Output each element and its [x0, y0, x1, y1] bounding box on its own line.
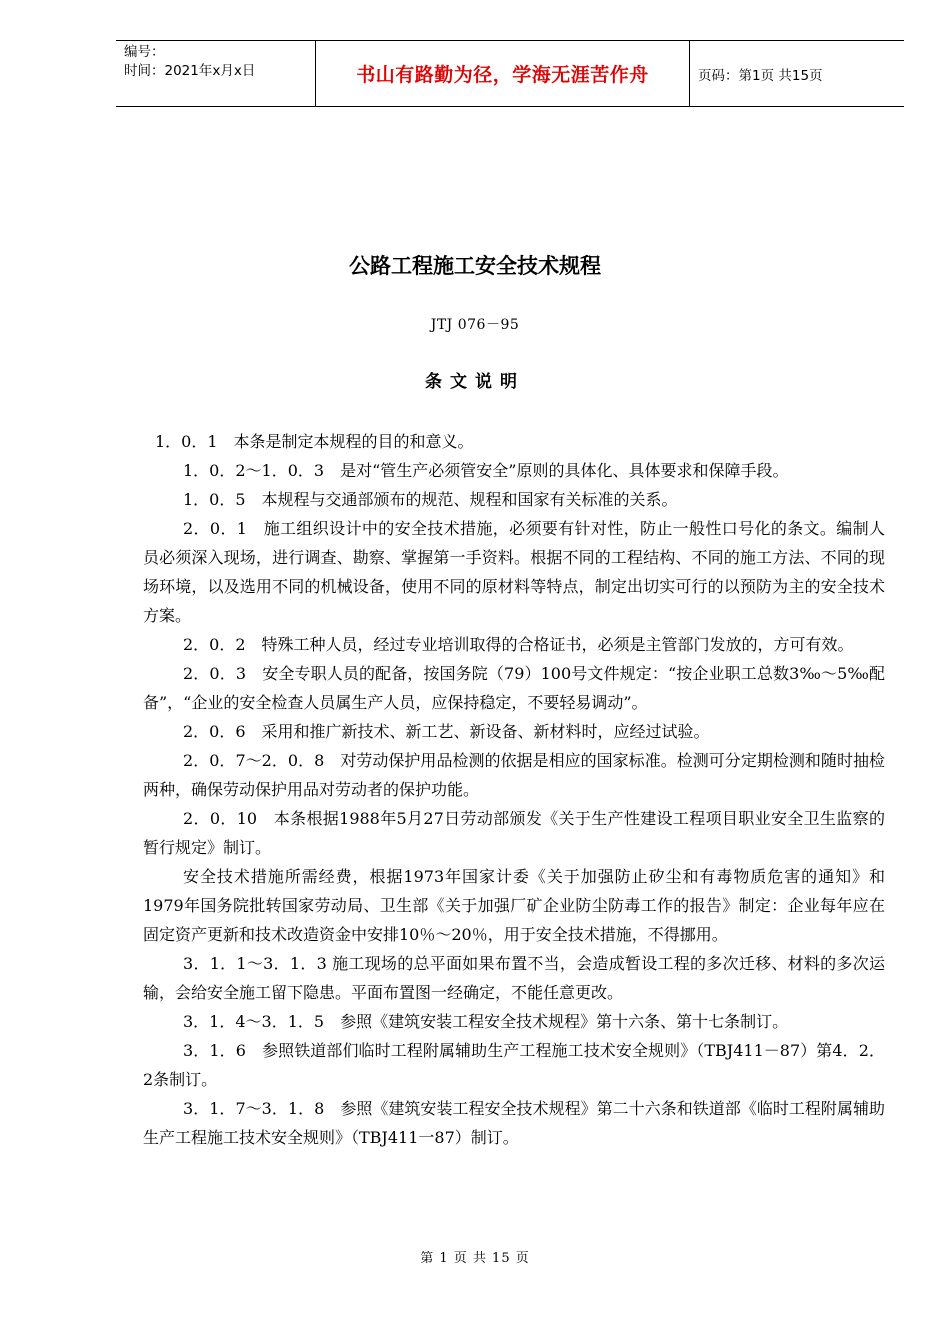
clause-paragraph: 3．1．6 参照铁道部们临时工程附属辅助生产工程施工技术安全规则》（TBJ411－87）第4．2．2条制订。 — [143, 1041, 885, 1089]
clause-paragraph: 1．0．2～1．0．3 是对“管生产必须管安全”原则的具体化、具体要求和保障手段。 — [183, 461, 789, 480]
header-motto: 书山有路勤为径，学海无涯苦作舟 — [356, 64, 649, 86]
clause-paragraph: 2．0．10 本条根据1988年5月27日劳动部颁发《关于生产性建设工程项目职业安全卫生监察的暂行规定》制订。 — [143, 809, 885, 857]
page-header — [116, 40, 904, 107]
header-motto-cell — [316, 41, 690, 106]
clause-paragraph: 2．0．1 施工组织设计中的安全技术措施，必须要有针对性，防止一般性口号化的条文。编制人员必须深入现场，进行调查、勘察、掌握第一手资料。根据不同的工程结构、不同的施工方法、不同的现场环境，以及选用不同的机械设备，使用不同的原材料等特点，制定出切实可行的以预防为主的安全技术方案。 — [143, 519, 885, 625]
clause-paragraph: 2．0．3 安全专职人员的配备，按国务院（79）100号文件规定：“按企业职工总数3‰～5‰配备”，“企业的安全检查人员属生产人员，应保持稳定，不要轻易调动”。 — [143, 664, 885, 712]
clause-paragraph: 2．0．6 采用和推广新技术、新工艺、新设备、新材料时，应经过试验。 — [183, 722, 710, 741]
clause-paragraph: 安全技术措施所需经费，根据1973年国家计委《关于加强防止矽尘和有毒物质危害的通知》和1979年国务院批转国家劳动局、卫生部《关于加强厂矿企业防尘防毒工作的报告》制定：企业每年应在固定资产更新和技术改造资金中安排10％～20％，用于安全技术措施，不得挪用。 — [143, 867, 885, 944]
section-subtitle: 条文说明 — [425, 372, 525, 392]
clause-paragraph: 2．0．7～2．0．8 对劳动保护用品检测的依据是相应的国家标准。检测可分定期检测和随时抽检两种，确保劳动保护用品对劳动者的保护功能。 — [143, 751, 885, 799]
document-title: 公路工程施工安全技术规程 — [349, 254, 601, 278]
clause-paragraph: 2．0．2 特殊工种人员，经过专业培训取得的合格证书，必须是主管部门发放的，方可有效。 — [183, 635, 854, 654]
header-left-cell — [116, 41, 316, 106]
clause-paragraph: 3．1．1～3．1．3 施工现场的总平面如果布置不当，会造成暂设工程的多次迁移、材料的多次运输，会给安全施工留下隐患。平面布置图一经确定，不能任意更改。 — [143, 954, 885, 1002]
page-footer: 第 1 页 共 15 页 — [420, 1251, 530, 1266]
standard-code: JTJ 076－95 — [430, 317, 520, 333]
clause-paragraph: 3．1．7～3．1．8 参照《建筑安装工程安全技术规程》第二十六条和铁道部《临时工程附属辅助生产工程施工技术安全规则》（TBJ411一87）制订。 — [143, 1099, 885, 1147]
clause-paragraph: 1．0．1 本条是制定本规程的目的和意义。 — [155, 432, 474, 451]
clause-paragraph: 1．0．5 本规程与交通部颁布的规范、规程和国家有关标准的关系。 — [183, 490, 678, 509]
header-time-label: 时间：2021年x月x日 — [124, 63, 256, 79]
header-page-cell — [690, 41, 904, 106]
header-number-label: 编号： — [124, 44, 165, 60]
clause-paragraph: 3．1．4～3．1．5 参照《建筑安装工程安全技术规程》第十六条、第十七条制订。 — [183, 1012, 789, 1031]
header-page-label: 页码：第1页 共15页 — [698, 67, 823, 84]
document-body — [143, 427, 885, 1152]
